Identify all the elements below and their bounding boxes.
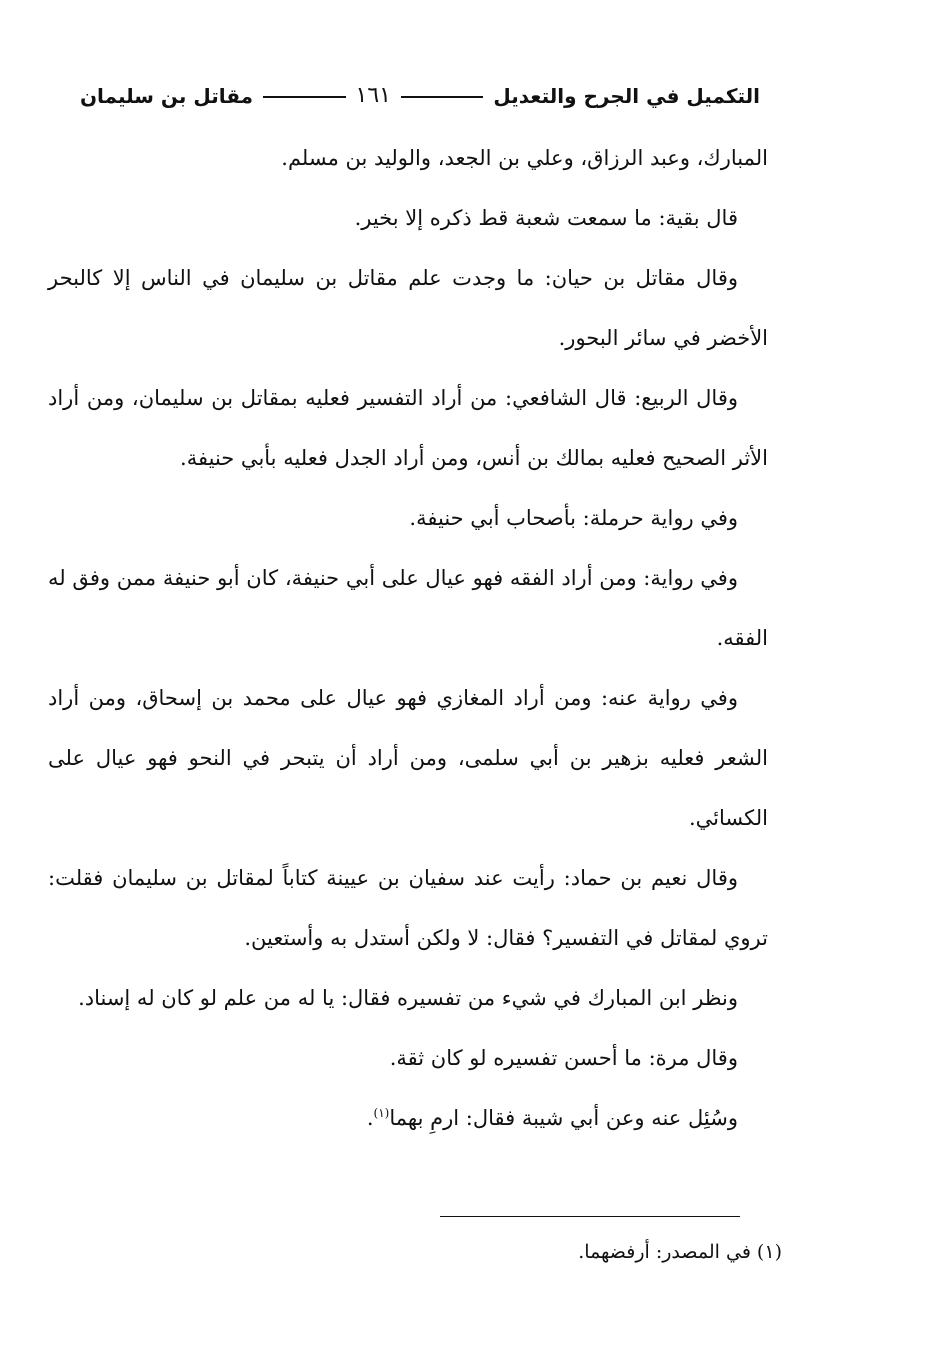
page-number: ١٦١ [355, 83, 391, 108]
paragraph: ونظر ابن المبارك في شيء من تفسيره فقال: يا له من علم لو كان له إسناد. [78, 986, 738, 1010]
paragraph: وقال نعيم بن حماد: رأيت عند سفيان بن عيينة كتاباً لمقاتل بن سليمان فقلت: تروي لمقاتل في التفسير؟ فقال: لا ولكن أستدل به وأستعين. [48, 866, 768, 950]
paragraph: وقال مقاتل بن حيان: ما وجدت علم مقاتل بن سليمان في الناس إلا كالبحر الأخضر في سائر البحور. [48, 266, 768, 350]
header-rule-left [263, 96, 345, 98]
paragraph-last [48, 1088, 768, 1148]
running-header [80, 68, 760, 108]
header-rule-right [401, 96, 483, 98]
paragraph: المبارك، وعبد الرزاق، وعلي بن الجعد، والوليد بن مسلم. [281, 146, 768, 170]
last-paragraph-text: وسُئِل عنه وعن أبي شيبة فقال: ارمِ بهما [389, 1106, 738, 1130]
entry-name: مقاتل بن سليمان [79, 84, 254, 108]
paragraph: وقال مرة: ما أحسن تفسيره لو كان ثقة. [389, 1046, 738, 1070]
paragraph: وفي رواية حرملة: بأصحاب أبي حنيفة. [409, 506, 738, 530]
paragraph: وفي رواية عنه: ومن أراد المغازي فهو عيال على محمد بن إسحاق، ومن أراد الشعر فعليه بزهير بن أبي سلمى، ومن أراد أن يتبحر في النحو فهو عيال على الكسائي. [48, 686, 768, 830]
footnote: (١) في المصدر: أرفضهما. [578, 1241, 782, 1263]
paragraph: وفي رواية: ومن أراد الفقه فهو عيال على أبي حنيفة، كان أبو حنيفة ممن وفق له الفقه. [48, 566, 768, 650]
paragraph: قال بقية: ما سمعت شعبة قط ذكره إلا بخير. [354, 206, 738, 230]
body-text [48, 128, 768, 1148]
book-title: التكميل في الجرح والتعديل [493, 84, 760, 108]
paragraph: وقال الربيع: قال الشافعي: من أراد التفسير فعليه بمقاتل بن سليمان، ومن أراد الأثر الصحيح فعليه بمالك بن أنس، ومن أراد الجدل فعليه بأبي حنيفة. [48, 386, 768, 470]
last-paragraph-end: . [366, 1106, 374, 1130]
footnote-marker[interactable]: (١) [373, 1106, 390, 1120]
footnote-divider [440, 1216, 740, 1217]
